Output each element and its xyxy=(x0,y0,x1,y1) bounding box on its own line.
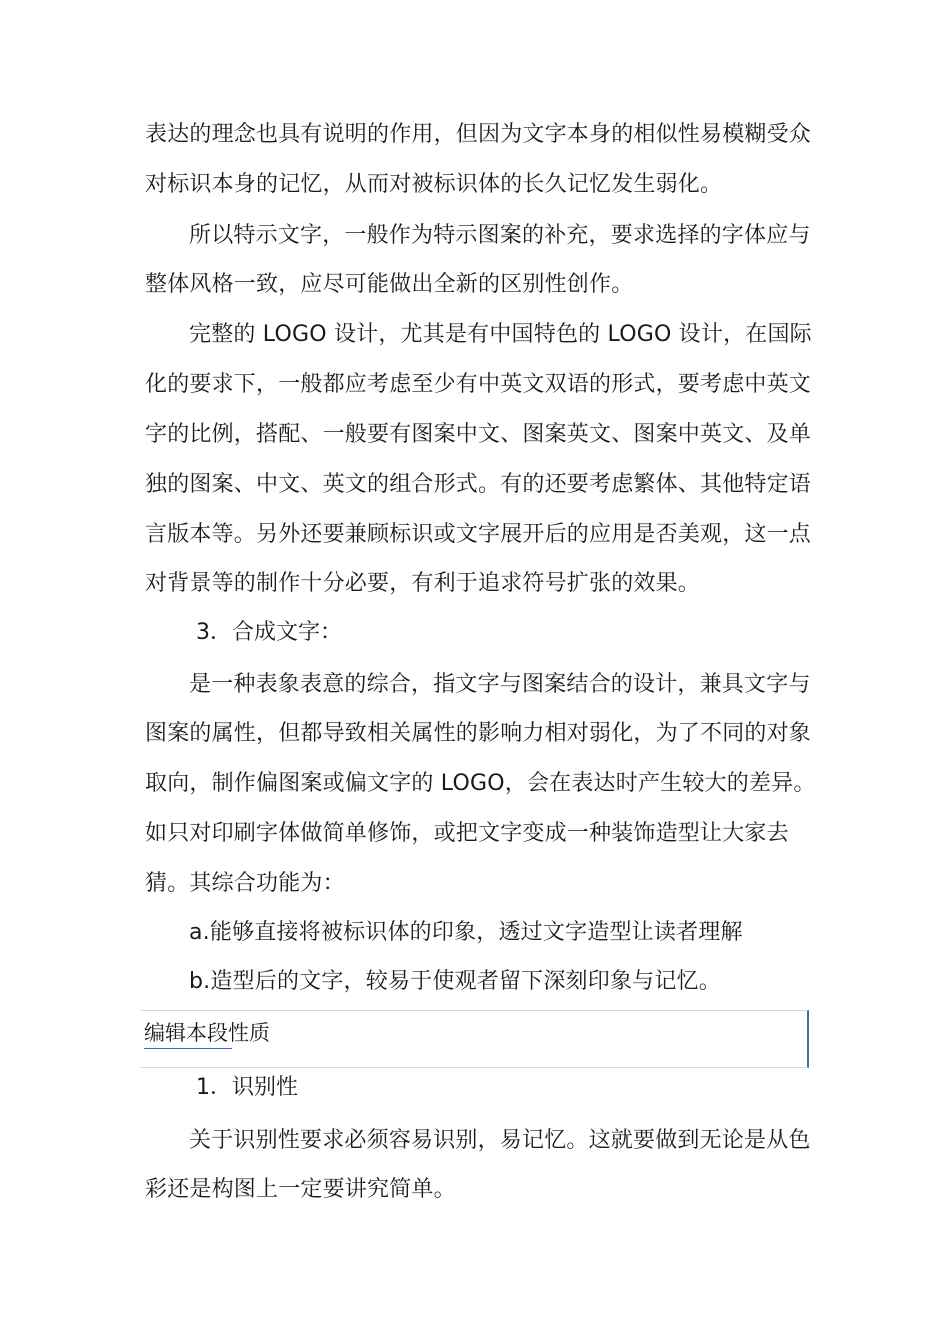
paragraph-line: 整体风格一致，应尽可能做出全新的区别性创作。 xyxy=(145,272,634,297)
section-title xyxy=(144,1018,270,1048)
subheading: 1．识别性 xyxy=(196,1075,298,1100)
paragraph-line: 言版本等。另外还要兼顾标识或文字展开后的应用是否美观，这一点 xyxy=(145,522,812,547)
edit-link-underline xyxy=(144,1048,232,1049)
paragraph-line: 猜。其综合功能为： xyxy=(145,871,345,896)
list-item: a.能够直接将被标识体的印象，透过文字造型让读者理解 xyxy=(189,920,743,945)
paragraph-line: 是一种表象表意的综合，指文字与图案结合的设计，兼具文字与 xyxy=(189,672,811,697)
paragraph-line: 彩还是构图上一定要讲究简单。 xyxy=(145,1177,456,1202)
section-header-bar xyxy=(141,1010,809,1068)
subheading: 3．合成文字： xyxy=(196,620,342,645)
section-title-text: 性质 xyxy=(228,1021,270,1045)
paragraph-line: 对背景等的制作十分必要，有利于追求符号扩张的效果。 xyxy=(145,571,701,596)
paragraph-line: 对标识本身的记忆，从而对被标识体的长久记忆发生弱化。 xyxy=(145,172,723,197)
paragraph-line: 完整的 LOGO 设计，尤其是有中国特色的 LOGO 设计，在国际 xyxy=(189,322,812,347)
paragraph-line: 如只对印刷字体做简单修饰，或把文字变成一种装饰造型让大家去 xyxy=(145,821,789,846)
edit-section-link[interactable]: 编辑本段 xyxy=(144,1021,228,1045)
paragraph-line: 图案的属性，但都导致相关属性的影响力相对弱化，为了不同的对象 xyxy=(145,721,812,746)
paragraph-line: 独的图案、中文、英文的组合形式。有的还要考虑繁体、其他特定语 xyxy=(145,472,812,497)
list-item: b.造型后的文字，较易于使观者留下深刻印象与记忆。 xyxy=(189,969,721,994)
paragraph-line: 取向，制作偏图案或偏文字的 LOGO，会在表达时产生较大的差异。 xyxy=(145,771,816,796)
paragraph-line: 表达的理念也具有说明的作用，但因为文字本身的相似性易模糊受众 xyxy=(145,122,812,147)
paragraph-line: 所以特示文字，一般作为特示图案的补充，要求选择的字体应与 xyxy=(189,223,811,248)
paragraph-line: 关于识别性要求必须容易识别，易记忆。这就要做到无论是从色 xyxy=(189,1128,811,1153)
paragraph-line: 字的比例，搭配、一般要有图案中文、图案英文、图案中英文、及单 xyxy=(145,422,812,447)
paragraph-line: 化的要求下，一般都应考虑至少有中英文双语的形式，要考虑中英文 xyxy=(145,372,812,397)
